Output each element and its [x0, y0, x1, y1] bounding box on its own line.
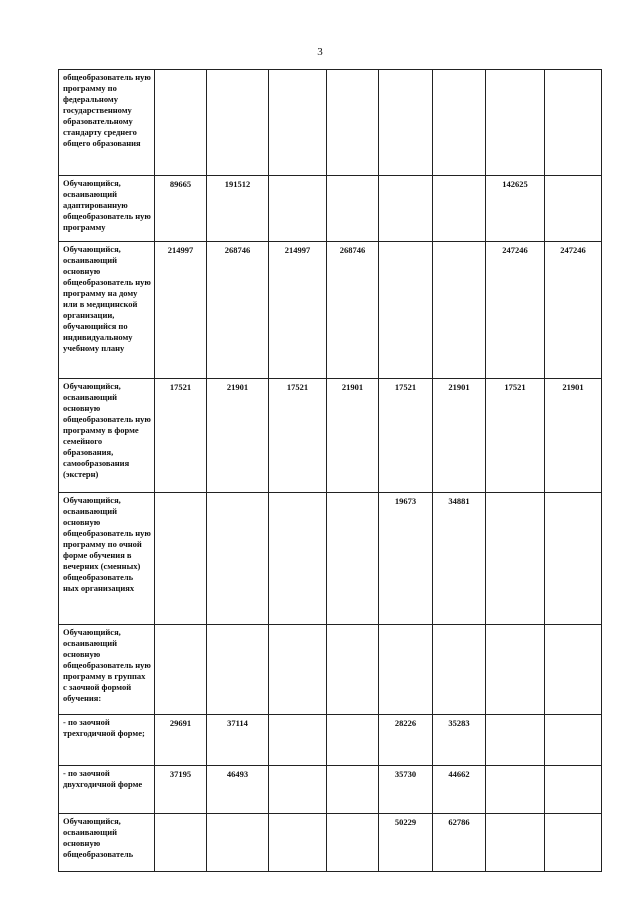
table-cell	[486, 625, 545, 715]
table-cell	[379, 176, 433, 242]
table-row	[59, 493, 602, 625]
table-cell: 17521	[379, 379, 433, 493]
table-cell: 62786	[433, 814, 486, 872]
table-cell: 17521	[155, 379, 207, 493]
table-cell: 17521	[269, 379, 327, 493]
table-cell: 21901	[545, 379, 602, 493]
table-cell	[327, 625, 379, 715]
table-cell	[433, 70, 486, 176]
table-cell	[545, 715, 602, 766]
table-cell	[207, 493, 269, 625]
funding-table	[58, 69, 602, 872]
table-row	[59, 766, 602, 814]
table-cell	[269, 814, 327, 872]
table-cell	[545, 766, 602, 814]
table-cell	[155, 814, 207, 872]
table-cell	[486, 715, 545, 766]
table-cell	[327, 493, 379, 625]
row-label: Обучающийся, осваивающий основную общеобразователь	[59, 814, 155, 872]
table-cell	[269, 625, 327, 715]
table-cell	[486, 814, 545, 872]
table-cell: 89665	[155, 176, 207, 242]
table-cell	[269, 493, 327, 625]
row-label: - по заочной двухгодичной форме	[59, 766, 155, 814]
table-cell: 46493	[207, 766, 269, 814]
table-cell	[433, 625, 486, 715]
table-cell: 44662	[433, 766, 486, 814]
table-cell	[486, 766, 545, 814]
table-cell	[545, 625, 602, 715]
row-label: Обучающийся, осваивающий основную общеобразователь ную программу по очной форме обучения в вечерних (сменных) общеобразователь ных организациях	[59, 493, 155, 625]
table-cell	[379, 625, 433, 715]
table-cell: 34881	[433, 493, 486, 625]
table-cell	[327, 715, 379, 766]
table-cell: 37114	[207, 715, 269, 766]
table-cell: 35283	[433, 715, 486, 766]
row-label: Обучающийся, осваивающий основную общеобразователь ную программу в форме семейного образования, самообразования (экстерн)	[59, 379, 155, 493]
table-cell: 191512	[207, 176, 269, 242]
table-cell: 214997	[269, 242, 327, 379]
table-row	[59, 625, 602, 715]
table-row	[59, 814, 602, 872]
table-cell	[327, 766, 379, 814]
row-label: - по заочной трехгодичной форме;	[59, 715, 155, 766]
table-cell: 19673	[379, 493, 433, 625]
table-cell	[269, 70, 327, 176]
table-cell	[486, 70, 545, 176]
page-number: 3	[317, 46, 323, 58]
table-cell	[207, 814, 269, 872]
table-row	[59, 715, 602, 766]
table-cell	[207, 625, 269, 715]
table-cell	[207, 70, 269, 176]
table-cell	[327, 176, 379, 242]
table-cell: 247246	[486, 242, 545, 379]
table-cell: 21901	[433, 379, 486, 493]
table-cell	[433, 242, 486, 379]
table-cell	[486, 493, 545, 625]
table-cell	[545, 70, 602, 176]
table-cell: 268746	[207, 242, 269, 379]
table-row	[59, 176, 602, 242]
table-cell	[327, 70, 379, 176]
table-cell	[545, 493, 602, 625]
table-cell	[155, 493, 207, 625]
table-cell	[545, 814, 602, 872]
table-cell: 35730	[379, 766, 433, 814]
table-cell	[327, 814, 379, 872]
table-cell	[379, 70, 433, 176]
table-cell	[269, 715, 327, 766]
table-cell: 247246	[545, 242, 602, 379]
table-cell	[269, 766, 327, 814]
table-cell: 142625	[486, 176, 545, 242]
table-row	[59, 242, 602, 379]
table-cell: 21901	[327, 379, 379, 493]
table-cell	[269, 176, 327, 242]
table-cell: 21901	[207, 379, 269, 493]
table-cell	[433, 176, 486, 242]
table-cell: 28226	[379, 715, 433, 766]
table-cell: 37195	[155, 766, 207, 814]
table-cell: 50229	[379, 814, 433, 872]
table-cell: 214997	[155, 242, 207, 379]
table-cell	[545, 176, 602, 242]
table-row	[59, 379, 602, 493]
row-label: общеобразователь ную программу по федеральному государственному образовательному стандарту среднего общего образования	[59, 70, 155, 176]
table-cell	[379, 242, 433, 379]
table-cell	[155, 625, 207, 715]
table-cell: 29691	[155, 715, 207, 766]
table-row	[59, 70, 602, 176]
row-label: Обучающийся, осваивающий основную общеобразователь ную программу на дому или в медицинской организации, обучающийся по индивидуальному учебному плану	[59, 242, 155, 379]
table-cell: 268746	[327, 242, 379, 379]
table-cell	[155, 70, 207, 176]
row-label: Обучающийся, осваивающий адаптированную общеобразователь ную программу	[59, 176, 155, 242]
row-label: Обучающийся, осваивающий основную общеобразователь ную программу в группах с заочной формой обучения:	[59, 625, 155, 715]
table-cell: 17521	[486, 379, 545, 493]
